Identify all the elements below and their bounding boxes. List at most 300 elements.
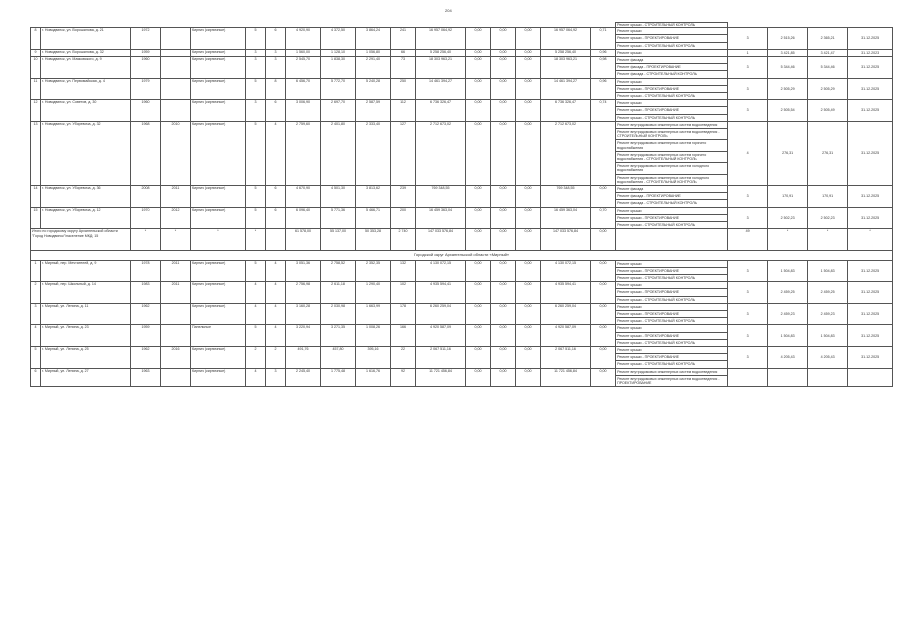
cell-residents: 166 xyxy=(391,325,416,347)
works-cell xyxy=(616,207,728,229)
work-item: Ремонт крыши - СТРОИТЕЛЬНЫЙ КОНТРОЛЬ xyxy=(617,340,696,345)
cell-stage: 3 xyxy=(728,207,768,229)
cell-c4: 4 935 594,41 xyxy=(541,282,591,304)
cell-price2: 3 421,47 xyxy=(808,49,848,56)
cell-year2: 2012 xyxy=(161,207,191,229)
cell-year: 1968 xyxy=(131,121,161,185)
works-cell xyxy=(616,28,728,50)
cell-num: 5 xyxy=(31,346,41,368)
cell-price: 2 505,29 xyxy=(768,78,808,100)
work-item: Ремонт фасада xyxy=(616,57,727,64)
work-item: Ремонт крыши - ПРОЕКТИРОВАНИЕ xyxy=(616,107,727,114)
table-row xyxy=(31,325,893,347)
continuation-cell: Ремонт крыши - СТРОИТЕЛЬНЫЙ КОНТРОЛЬ xyxy=(616,23,728,28)
cell-c2: 0,00 xyxy=(491,260,516,282)
cell-num: 15 xyxy=(31,207,41,229)
work-item: Ремонт крыши - ПРОЕКТИРОВАНИЕ xyxy=(616,311,727,318)
cell-price: 1 504,83 xyxy=(768,325,808,347)
rows-novodvinsk-b xyxy=(31,186,893,229)
cell-c1: 0,00 xyxy=(466,121,491,185)
cell-c2: 0,00 xyxy=(491,100,516,122)
row-13 xyxy=(31,121,893,185)
cell-area_b: 395,16 xyxy=(356,346,391,368)
cell-c2: 0,00 xyxy=(491,186,516,208)
section-title: Городской округ Архангельской области «Мирный» xyxy=(31,251,893,260)
cell-c2: 0,00 xyxy=(491,303,516,325)
cell-cost: 16 957 064,92 xyxy=(416,28,466,50)
cell-ratio: 0,70 xyxy=(591,207,616,229)
cell-addr: г. Мирный, ул. Ленина, д. 27 xyxy=(41,368,131,387)
cell-cost: 2 712 673,02 xyxy=(416,121,466,185)
cell-cost: 769 348,55 xyxy=(416,186,466,208)
cell-area: 4 920,90 xyxy=(286,28,321,50)
cell-deadline: 31.12.2025 xyxy=(848,325,893,347)
cell-c4: 6 260 259,04 xyxy=(541,303,591,325)
cell-ratio: 0,98 xyxy=(591,57,616,79)
cell-c4: 4 130 072,15 xyxy=(541,260,591,282)
cell-addr: г. Новодвинск, ул. Уборевича, д. 12 xyxy=(41,207,131,229)
work-item: Ремонт внутридомовых инженерных систем холодного водоснабжения xyxy=(616,163,727,174)
cell-ratio: 0,00 xyxy=(591,282,616,304)
cell-addr: г. Мирный, ул. Ленина, д. 23 xyxy=(41,325,131,347)
cell-residents: 250 xyxy=(391,78,416,100)
cell-area_b: 1 290,40 xyxy=(356,282,391,304)
work-item: Ремонт крыши xyxy=(616,347,727,354)
cell-floors: 4 xyxy=(246,303,266,325)
cell-c2: 0,00 xyxy=(491,78,516,100)
table-row xyxy=(31,28,893,50)
cell-c3: 0,00 xyxy=(516,207,541,229)
cell-year: 1978 xyxy=(131,260,161,282)
cell-num: 11 xyxy=(31,78,41,100)
cell-stage: 1 xyxy=(728,49,768,56)
cell-ent: 8 xyxy=(266,78,286,100)
cell-deadline xyxy=(848,368,893,387)
cell-area_a: 1 128,10 xyxy=(321,49,356,56)
cell-area: 3 051,36 xyxy=(286,260,321,282)
cell-num: 1 xyxy=(31,260,41,282)
cell-material: Кирпич (кирпичные) xyxy=(191,49,246,56)
cell-cost: 5 258 256,40 xyxy=(416,49,466,56)
cell-floors: 5 xyxy=(246,78,266,100)
cell-material: Кирпич (кирпичные) xyxy=(191,100,246,122)
cell-area: 491,76 xyxy=(286,346,321,368)
cell-deadline: 31.12.2025 xyxy=(848,78,893,100)
cell-year: 2008 xyxy=(131,186,161,208)
cell-area_a: 2 758,52 xyxy=(321,260,356,282)
cell-ratio: 0,00 xyxy=(591,186,616,208)
work-item: Ремонт крыши - ПРОЕКТИРОВАНИЕ xyxy=(616,35,727,42)
cell-c3: 0,00 xyxy=(516,121,541,185)
cell-residents: 92 xyxy=(391,368,416,387)
cell-price2: 5 344,46 xyxy=(808,57,848,79)
cell-residents: 73 xyxy=(391,57,416,79)
rows-mirny xyxy=(31,260,893,387)
works-cell xyxy=(616,346,728,368)
work-item: Ремонт внутридомовых инженерных систем горячего водоснабжения xyxy=(616,140,727,151)
works-cell xyxy=(616,325,728,347)
cell-ratio: 0,00 xyxy=(591,368,616,387)
cell-c3: 0,00 xyxy=(516,260,541,282)
cell-floors: 5 xyxy=(246,325,266,347)
cell-ent: 4 xyxy=(266,121,286,185)
cell-area: 2 756,98 xyxy=(286,282,321,304)
cell-stage: 3 xyxy=(728,260,768,282)
cell-c1: 0,00 xyxy=(466,100,491,122)
page-number: 204 xyxy=(445,8,452,13)
work-item: Ремонт фасада - СТРОИТЕЛЬНЫЙ КОНТРОЛЬ xyxy=(617,72,697,77)
work-item: Ремонт крыши xyxy=(616,325,727,332)
cell-floors: 5 xyxy=(246,121,266,185)
cell-area_a: 3 271,35 xyxy=(321,325,356,347)
cell-c1: 0,00 xyxy=(466,325,491,347)
cell-c1: 0,00 xyxy=(466,207,491,229)
works-cell xyxy=(616,49,728,56)
cell-area: 2 759,60 xyxy=(286,121,321,185)
cell-year2 xyxy=(161,303,191,325)
work-item: Ремонт крыши - СТРОИТЕЛЬНЫЙ КОНТРОЛЬ xyxy=(617,362,696,367)
cell-price2: 170,91 xyxy=(808,186,848,208)
cell-year: 1959 xyxy=(131,325,161,347)
cell-cost: 4 920 587,09 xyxy=(416,325,466,347)
work-item: Ремонт крыши xyxy=(617,50,642,55)
work-item: Ремонт внутридомовых инженерных систем водоотведения - ПРОЕКТИРОВАНИЕ xyxy=(617,376,720,385)
cell-ratio: 0,71 xyxy=(591,28,616,50)
cell-c3: 0,00 xyxy=(516,303,541,325)
cell-c1: 0,00 xyxy=(466,303,491,325)
cell-stage: 4 xyxy=(728,121,768,185)
cell-residents: 241 xyxy=(391,28,416,50)
cell-area_a: 5 772,70 xyxy=(321,78,356,100)
cell-c4: 18 303 963,21 xyxy=(541,57,591,79)
work-item: Ремонт крыши - ПРОЕКТИРОВАНИЕ xyxy=(616,333,727,340)
cell-floors: 3 xyxy=(246,100,266,122)
cell-area: 6 456,70 xyxy=(286,78,321,100)
cell-floors: 3 xyxy=(246,49,266,56)
cell-deadline: 31.12.2025 xyxy=(848,260,893,282)
cell-price: 2 515,26 xyxy=(768,28,808,50)
cell-floors: 4 xyxy=(246,368,266,387)
total-label: Итого по городскому округу Архангельской области "Город Новодвинск"/население МКД: 15 xyxy=(31,229,131,251)
work-item: Ремонт крыши - СТРОИТЕЛЬНЫЙ КОНТРОЛЬ xyxy=(617,94,696,99)
cell-c3: 0,00 xyxy=(516,100,541,122)
cell-addr: г. Мирный, ул. Ленина, д. 25 xyxy=(41,346,131,368)
table-row xyxy=(31,121,893,185)
cell-material: Кирпич (кирпичные) xyxy=(191,57,246,79)
cell-material: Кирпич (кирпичные) xyxy=(191,28,246,50)
table-row xyxy=(31,207,893,229)
cell-area_a: 4 372,50 xyxy=(321,28,356,50)
cell-ratio: 0,74 xyxy=(591,100,616,122)
cell-area_a: 2 401,80 xyxy=(321,121,356,185)
cell-c1: 0,00 xyxy=(466,346,491,368)
cell-stage: 3 xyxy=(728,57,768,79)
work-item: Ремонт крыши - ПРОЕКТИРОВАНИЕ xyxy=(616,215,727,222)
cell-c4: 4 920 587,09 xyxy=(541,325,591,347)
work-item: Ремонт крыши xyxy=(616,282,727,289)
cell-area_a: 2 611,18 xyxy=(321,282,356,304)
cell-floors: 5 xyxy=(246,207,266,229)
works-cell xyxy=(616,78,728,100)
cell-deadline: 31.12.2025 xyxy=(848,346,893,368)
table-row xyxy=(31,260,893,282)
cell-price2: 276,31 xyxy=(808,121,848,185)
cell-stage: 3 xyxy=(728,28,768,50)
cell-c3: 0,00 xyxy=(516,282,541,304)
cell-price: 4 205,43 xyxy=(768,346,808,368)
cell-price2: 2 459,25 xyxy=(808,282,848,304)
work-item: Ремонт внутридомовых инженерных систем водоотведения xyxy=(616,122,727,129)
cell-area_b: 2 291,40 xyxy=(356,57,391,79)
cell-deadline: 31.12.2025 xyxy=(848,282,893,304)
cell-ratio: 0,96 xyxy=(591,49,616,56)
cell-material: Кирпич (кирпичные) xyxy=(191,186,246,208)
cell-cost: 6 260 259,04 xyxy=(416,303,466,325)
cell-ratio xyxy=(591,121,616,185)
cell-year: 1983 xyxy=(131,282,161,304)
cell-c2: 0,00 xyxy=(491,282,516,304)
table-row xyxy=(31,49,893,56)
cell-c1: 0,00 xyxy=(466,368,491,387)
cell-residents: 102 xyxy=(391,282,416,304)
cell-price: 2 505,54 xyxy=(768,100,808,122)
cell-price: 276,31 xyxy=(768,121,808,185)
cell-stage: 3 xyxy=(728,282,768,304)
cell-year: 1963 xyxy=(131,368,161,387)
cell-year: 1960 xyxy=(131,100,161,122)
cell-year: 1962 xyxy=(131,346,161,368)
cell-area_b: 3 813,62 xyxy=(356,186,391,208)
work-item: Ремонт крыши - СТРОИТЕЛЬНЫЙ КОНТРОЛЬ xyxy=(617,275,696,280)
cell-area: 3 220,94 xyxy=(286,325,321,347)
cell-residents: 66 xyxy=(391,49,416,56)
cell-price: 2 459,25 xyxy=(768,282,808,304)
cell-ent: 6 xyxy=(266,28,286,50)
works-cell xyxy=(616,121,728,185)
cell-ratio: 0,96 xyxy=(591,78,616,100)
cell-cost: 18 303 963,21 xyxy=(416,57,466,79)
cell-ent: 3 xyxy=(266,49,286,56)
cell-year: 1970 xyxy=(131,207,161,229)
cell-num: 9 xyxy=(31,49,41,56)
work-item: Ремонт крыши xyxy=(616,79,727,86)
work-item: Ремонт крыши - ПРОЕКТИРОВАНИЕ xyxy=(616,354,727,361)
work-item: Ремонт крыши - ПРОЕКТИРОВАНИЕ xyxy=(616,268,727,275)
cell-material: Кирпич (кирпичные) xyxy=(191,282,246,304)
cell-cost: 4 130 072,15 xyxy=(416,260,466,282)
cell-price2: 2 502,23 xyxy=(808,207,848,229)
cell-floors: 3 xyxy=(246,57,266,79)
cell-addr: г. Мирный, ул. Ленина, д. 11 xyxy=(41,303,131,325)
cell-c3: 0,00 xyxy=(516,49,541,56)
section-header-row xyxy=(31,251,893,260)
cell-price: 5 344,46 xyxy=(768,57,808,79)
cell-residents: 132 xyxy=(391,260,416,282)
cell-c4: 11 721 456,84 xyxy=(541,368,591,387)
works-cell xyxy=(616,260,728,282)
cell-area: 3 160,28 xyxy=(286,303,321,325)
cell-area: 4 670,90 xyxy=(286,186,321,208)
cell-addr: г. Новодвинск, ул. Ворошилова, д. 21 xyxy=(41,28,131,50)
cell-stage: 3 xyxy=(728,325,768,347)
cell-area_b: 2 587,59 xyxy=(356,100,391,122)
cell-price: 2 502,23 xyxy=(768,207,808,229)
cell-area_a: 5 771,36 xyxy=(321,207,356,229)
cell-deadline: 31.12.2025 xyxy=(848,100,893,122)
cell-addr: г. Мирный, пер. Школьный, д. 14 xyxy=(41,282,131,304)
cell-c4: 16 459 363,04 xyxy=(541,207,591,229)
cell-price2 xyxy=(808,368,848,387)
cell-area: 2 245,40 xyxy=(286,368,321,387)
cell-c3: 0,00 xyxy=(516,28,541,50)
work-item: Ремонт внутридомовых инженерных систем холодного водоснабжения - СТРОИТЕЛЬНЫЙ КОНТРОЛЬ xyxy=(617,175,710,184)
work-item: Ремонт крыши - СТРОИТЕЛЬНЫЙ КОНТРОЛЬ xyxy=(617,43,696,48)
cell-year: 1972 xyxy=(131,28,161,50)
cell-addr: г. Новодвинск, ул. Советов, д. 30 xyxy=(41,100,131,122)
cell-year2 xyxy=(161,49,191,56)
cell-c2: 0,00 xyxy=(491,28,516,50)
cell-year2 xyxy=(161,57,191,79)
cell-deadline: 31.12.2025 xyxy=(848,207,893,229)
cell-num: 4 xyxy=(31,325,41,347)
cell-area_b: 5 466,71 xyxy=(356,207,391,229)
cell-area_a: 4 501,30 xyxy=(321,186,356,208)
cell-ratio: 0,00 xyxy=(591,346,616,368)
cell-c1: 0,00 xyxy=(466,57,491,79)
cell-price2: 1 504,83 xyxy=(808,260,848,282)
cell-c2: 0,00 xyxy=(491,207,516,229)
cell-ent: 4 xyxy=(266,282,286,304)
cell-year2 xyxy=(161,100,191,122)
cell-price: 1 504,83 xyxy=(768,260,808,282)
cell-area_a: 2 697,70 xyxy=(321,100,356,122)
cell-stage: 3 xyxy=(728,78,768,100)
cell-area: 3 006,90 xyxy=(286,100,321,122)
cell-area_a: 457,80 xyxy=(321,346,356,368)
table-row xyxy=(31,368,893,387)
cell-residents: 127 xyxy=(391,121,416,185)
cell-residents: 112 xyxy=(391,100,416,122)
cell-area_a: 1 838,30 xyxy=(321,57,356,79)
cell-year: 1962 xyxy=(131,303,161,325)
work-item: Ремонт внутридомовых инженерных систем водоотведения - СТРОИТЕЛЬНЫЙ КОНТРОЛЬ xyxy=(616,129,727,140)
cell-num: 6 xyxy=(31,368,41,387)
cell-deadline: 31.12.2025 xyxy=(848,303,893,325)
works-cell xyxy=(616,282,728,304)
cell-year: 1979 xyxy=(131,78,161,100)
cell-c2: 0,00 xyxy=(491,57,516,79)
cell-ent: 4 xyxy=(266,260,286,282)
cell-area_b: 1 663,99 xyxy=(356,303,391,325)
cell-area_b: 2 333,40 xyxy=(356,121,391,185)
cell-cost: 11 721 456,84 xyxy=(416,368,466,387)
cell-residents: 239 xyxy=(391,186,416,208)
cell-price2: 2 505,29 xyxy=(808,78,848,100)
cell-c1: 0,00 xyxy=(466,186,491,208)
cell-stage xyxy=(728,368,768,387)
cell-c4: 14 461 394,27 xyxy=(541,78,591,100)
cell-floors: 5 xyxy=(246,28,266,50)
work-item: Ремонт крыши xyxy=(616,28,727,35)
cell-price: 3 421,85 xyxy=(768,49,808,56)
cell-cost: 2 067 511,16 xyxy=(416,346,466,368)
cell-num: 14 xyxy=(31,186,41,208)
cell-material: Кирпич (кирпичные) xyxy=(191,368,246,387)
table-row xyxy=(31,346,893,368)
cell-year2: 2011 xyxy=(161,260,191,282)
cell-ratio: 0,00 xyxy=(591,303,616,325)
cell-ent: 2 xyxy=(266,346,286,368)
cell-material: Кирпич (кирпичные) xyxy=(191,260,246,282)
cell-price2: 1 504,83 xyxy=(808,325,848,347)
cell-area_b: 1 056,80 xyxy=(356,49,391,56)
table-row xyxy=(31,186,893,208)
cell-stage: 3 xyxy=(728,186,768,208)
work-item: Ремонт крыши - СТРОИТЕЛЬНЫЙ КОНТРОЛЬ xyxy=(617,115,696,120)
cell-area: 6 096,40 xyxy=(286,207,321,229)
cell-c4: 6 736 326,47 xyxy=(541,100,591,122)
cell-c1: 0,00 xyxy=(466,78,491,100)
cell-floors: 2 xyxy=(246,346,266,368)
works-cell xyxy=(616,368,728,387)
cell-addr: г. Новодвинск, ул. Маяковского, д. 9 xyxy=(41,57,131,79)
repair-plan-table xyxy=(30,22,893,387)
rows-novodvinsk-a xyxy=(31,28,893,122)
cell-c3: 0,00 xyxy=(516,325,541,347)
cell-num: 12 xyxy=(31,100,41,122)
cell-deadline: 31.12.2023 xyxy=(848,49,893,56)
table-row xyxy=(31,282,893,304)
cell-year: 1960 xyxy=(131,57,161,79)
works-cell xyxy=(616,186,728,208)
cell-floors: 5 xyxy=(246,186,266,208)
cell-area_a: 1 775,48 xyxy=(321,368,356,387)
cell-num: 10 xyxy=(31,57,41,79)
cell-year: 1959 xyxy=(131,49,161,56)
cell-c2: 0,00 xyxy=(491,325,516,347)
cell-price xyxy=(768,368,808,387)
cell-c3: 0,00 xyxy=(516,346,541,368)
cell-ent: 4 xyxy=(266,325,286,347)
cell-area_b: 1 616,76 xyxy=(356,368,391,387)
cell-deadline: 31.12.2025 xyxy=(848,57,893,79)
work-item: Ремонт внутридомовых инженерных систем водоотведения xyxy=(616,369,727,376)
cell-cost: 4 935 594,41 xyxy=(416,282,466,304)
cell-c4: 769 348,55 xyxy=(541,186,591,208)
cell-ent: 6 xyxy=(266,207,286,229)
cell-c2: 0,00 xyxy=(491,368,516,387)
cell-area_a: 2 030,98 xyxy=(321,303,356,325)
cell-c3: 0,00 xyxy=(516,57,541,79)
work-item: Ремонт крыши - СТРОИТЕЛЬНЫЙ КОНТРОЛЬ xyxy=(617,297,696,302)
cell-year2: 2011 xyxy=(161,186,191,208)
cell-num: 2 xyxy=(31,282,41,304)
table-row xyxy=(31,303,893,325)
cell-c4: 16 957 064,92 xyxy=(541,28,591,50)
cell-residents: 22 xyxy=(391,346,416,368)
cell-c4: 2 067 511,16 xyxy=(541,346,591,368)
cell-num: 13 xyxy=(31,121,41,185)
work-item: Ремонт фасада - ПРОЕКТИРОВАНИЕ xyxy=(616,64,727,71)
cell-year2: 2010 xyxy=(161,121,191,185)
works-cell xyxy=(616,100,728,122)
table-row xyxy=(31,57,893,79)
cell-year2 xyxy=(161,325,191,347)
cell-area_b: 5 240,28 xyxy=(356,78,391,100)
work-item: Ремонт крыши xyxy=(616,304,727,311)
cell-price: 2 459,23 xyxy=(768,303,808,325)
cell-addr: г. Новодвинск, ул. Первомайская, д. 4 xyxy=(41,78,131,100)
